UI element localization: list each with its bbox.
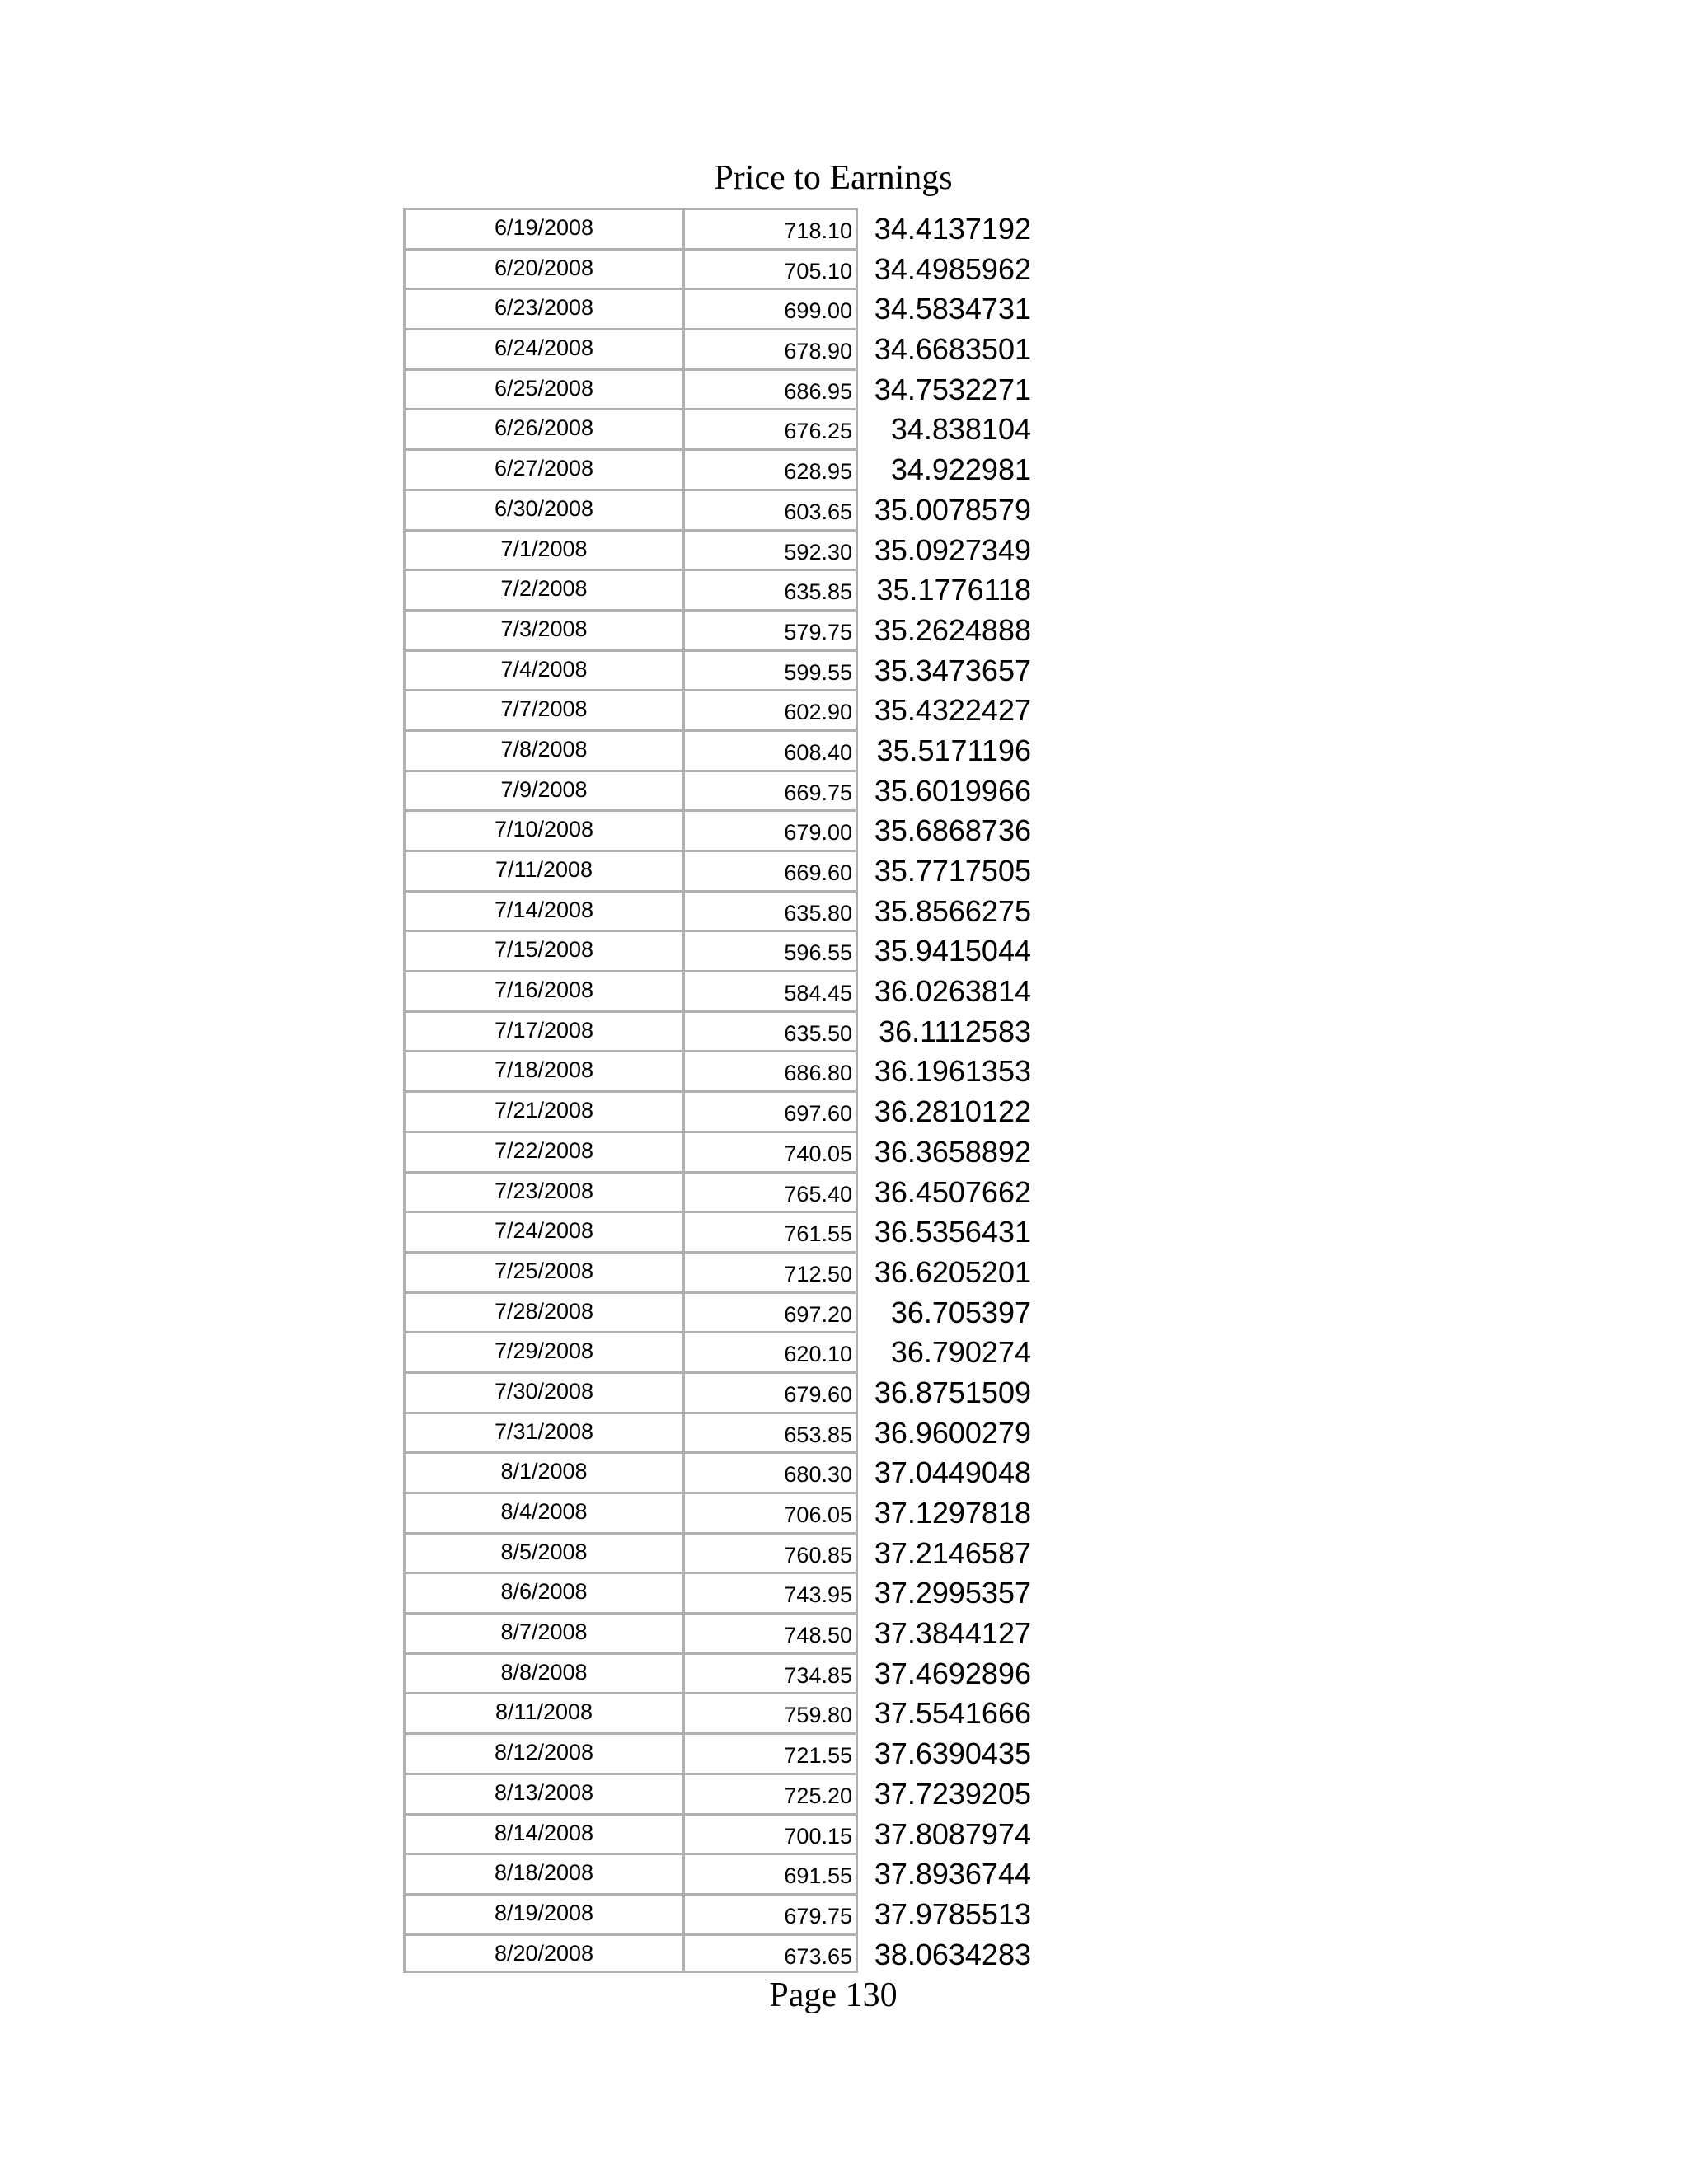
pe-ratio-cell: 37.1297818: [874, 1496, 1031, 1530]
table-row: [403, 1853, 1031, 1893]
table-row: [403, 1371, 1031, 1412]
price-cell: 705.10: [682, 248, 858, 288]
date-cell: 7/28/2008: [403, 1291, 682, 1332]
date-cell: 7/23/2008: [403, 1171, 682, 1212]
price-cell: 699.00: [682, 288, 858, 328]
page-title: Price to Earnings: [714, 159, 953, 197]
table-row: [403, 1893, 1031, 1933]
date-cell: 8/1/2008: [403, 1451, 682, 1492]
pe-ratio-cell: 37.8087974: [874, 1816, 1031, 1851]
pe-ratio-cell: 35.6019966: [874, 773, 1031, 808]
price-cell: 765.40: [682, 1171, 858, 1212]
table-row: [403, 809, 1031, 850]
date-cell: 7/8/2008: [403, 729, 682, 770]
table-row: [403, 1171, 1031, 1212]
pe-ratio-cell: 37.3844127: [874, 1616, 1031, 1651]
table-row: [403, 770, 1031, 810]
date-cell: 8/6/2008: [403, 1572, 682, 1612]
table-row: [403, 529, 1031, 569]
date-cell: 6/27/2008: [403, 448, 682, 489]
pe-ratio-cell: 36.0263814: [874, 974, 1031, 1009]
price-cell: 635.50: [682, 1010, 858, 1051]
price-cell: 700.15: [682, 1813, 858, 1854]
price-cell: 712.50: [682, 1251, 858, 1291]
price-cell: 706.05: [682, 1492, 858, 1532]
pe-ratio-cell: 37.5541666: [874, 1696, 1031, 1731]
table-row: [403, 288, 1031, 328]
date-cell: 8/14/2008: [403, 1813, 682, 1854]
date-cell: 7/3/2008: [403, 609, 682, 649]
pe-ratio-cell: 37.6390435: [874, 1736, 1031, 1771]
date-cell: 7/29/2008: [403, 1331, 682, 1371]
price-cell: 686.95: [682, 368, 858, 409]
date-cell: 7/21/2008: [403, 1090, 682, 1131]
pe-ratio-cell: 35.9415044: [874, 934, 1031, 968]
price-cell: 734.85: [682, 1652, 858, 1693]
price-cell: 679.75: [682, 1893, 858, 1933]
date-cell: 8/8/2008: [403, 1652, 682, 1693]
date-cell: 8/4/2008: [403, 1492, 682, 1532]
table-row: [403, 1532, 1031, 1572]
table-row: [403, 1773, 1031, 1813]
pe-ratio-cell: 36.705397: [890, 1295, 1031, 1329]
date-cell: 7/2/2008: [403, 569, 682, 609]
table-row: [403, 1612, 1031, 1652]
date-cell: 7/15/2008: [403, 930, 682, 970]
price-cell: 718.10: [682, 208, 858, 248]
price-cell: 679.60: [682, 1371, 858, 1412]
table-row: [403, 729, 1031, 770]
date-cell: 8/18/2008: [403, 1853, 682, 1893]
pe-ratio-cell: 36.790274: [890, 1335, 1031, 1370]
pe-ratio-cell: 34.922981: [890, 452, 1031, 487]
table-row: [403, 1572, 1031, 1612]
pe-ratio-cell: 36.9600279: [874, 1415, 1031, 1450]
pe-ratio-cell: 36.6205201: [874, 1254, 1031, 1289]
date-cell: 6/24/2008: [403, 328, 682, 368]
date-cell: 8/11/2008: [403, 1692, 682, 1732]
table-row: [403, 1010, 1031, 1051]
date-cell: 6/30/2008: [403, 489, 682, 529]
table-row: [403, 689, 1031, 729]
price-cell: 676.25: [682, 408, 858, 448]
price-cell: 628.95: [682, 448, 858, 489]
table-row: [403, 1131, 1031, 1171]
pe-ratio-cell: 35.7717505: [874, 854, 1031, 888]
price-cell: 697.60: [682, 1090, 858, 1131]
date-cell: 8/12/2008: [403, 1732, 682, 1773]
table-row: [403, 1331, 1031, 1371]
table-row: [403, 1933, 1031, 1974]
price-cell: 635.80: [682, 890, 858, 930]
date-cell: 7/24/2008: [403, 1211, 682, 1251]
price-cell: 620.10: [682, 1331, 858, 1371]
pe-ratio-cell: 36.4507662: [874, 1174, 1031, 1209]
pe-ratio-cell: 35.5171196: [876, 733, 1031, 767]
date-cell: 7/31/2008: [403, 1412, 682, 1452]
date-cell: 8/20/2008: [403, 1933, 682, 1974]
price-cell: 760.85: [682, 1532, 858, 1572]
pe-ratio-cell: 34.7532271: [874, 372, 1031, 406]
pe-ratio-cell: 37.2995357: [874, 1576, 1031, 1610]
price-cell: 748.50: [682, 1612, 858, 1652]
table-row: [403, 970, 1031, 1010]
pe-ratio-cell: 34.838104: [890, 412, 1031, 447]
price-cell: 680.30: [682, 1451, 858, 1492]
pe-ratio-cell: 36.5356431: [874, 1215, 1031, 1249]
table-row: [403, 1050, 1031, 1090]
price-cell: 669.60: [682, 850, 858, 890]
table-row: [403, 1732, 1031, 1773]
price-cell: 721.55: [682, 1732, 858, 1773]
table-row: [403, 448, 1031, 489]
date-cell: 7/9/2008: [403, 770, 682, 810]
table-row: [403, 408, 1031, 448]
date-cell: 7/18/2008: [403, 1050, 682, 1090]
table-row: [403, 208, 1031, 248]
pe-ratio-cell: 37.0449048: [874, 1455, 1031, 1490]
price-cell: 596.55: [682, 930, 858, 970]
date-cell: 7/11/2008: [403, 850, 682, 890]
price-cell: 678.90: [682, 328, 858, 368]
date-cell: 8/5/2008: [403, 1532, 682, 1572]
table-row: [403, 1412, 1031, 1452]
pe-ratio-cell: 36.8751509: [874, 1375, 1031, 1409]
price-cell: 579.75: [682, 609, 858, 649]
table-row: [403, 649, 1031, 690]
date-cell: 7/22/2008: [403, 1131, 682, 1171]
price-cell: 759.80: [682, 1692, 858, 1732]
price-cell: 608.40: [682, 729, 858, 770]
date-cell: 6/19/2008: [403, 208, 682, 248]
price-cell: 592.30: [682, 529, 858, 569]
price-cell: 686.80: [682, 1050, 858, 1090]
pe-ratio-cell: 36.1961353: [874, 1054, 1031, 1089]
table-row: [403, 1211, 1031, 1251]
table-row: [403, 1692, 1031, 1732]
pe-ratio-cell: 34.6683501: [874, 332, 1031, 367]
page-number: Page 130: [769, 1976, 898, 2014]
table-row: [403, 1652, 1031, 1693]
price-cell: 673.65: [682, 1933, 858, 1974]
date-cell: 7/16/2008: [403, 970, 682, 1010]
date-cell: 7/25/2008: [403, 1251, 682, 1291]
price-cell: 691.55: [682, 1853, 858, 1893]
price-cell: 740.05: [682, 1131, 858, 1171]
date-cell: 7/4/2008: [403, 649, 682, 690]
price-cell: 679.00: [682, 809, 858, 850]
price-cell: 635.85: [682, 569, 858, 609]
pe-ratio-cell: 35.6868736: [874, 813, 1031, 848]
table-row: [403, 850, 1031, 890]
pe-ratio-cell: 35.2624888: [874, 612, 1031, 647]
pe-ratio-cell: 34.4137192: [874, 212, 1031, 246]
pe-ratio-cell: 36.3658892: [874, 1134, 1031, 1169]
table-row: [403, 1813, 1031, 1854]
pe-ratio-cell: 34.4985962: [874, 251, 1031, 286]
table-row: [403, 1090, 1031, 1131]
pe-ratio-cell: 35.1776118: [876, 573, 1031, 607]
table-row: [403, 609, 1031, 649]
table-row: [403, 248, 1031, 288]
price-cell: 653.85: [682, 1412, 858, 1452]
date-cell: 7/30/2008: [403, 1371, 682, 1412]
pe-ratio-cell: 38.0634283: [874, 1937, 1031, 1971]
table-row: [403, 890, 1031, 930]
price-cell: 669.75: [682, 770, 858, 810]
table-row: [403, 1251, 1031, 1291]
pe-ratio-cell: 37.8936744: [874, 1857, 1031, 1891]
pe-ratio-cell: 36.2810122: [874, 1094, 1031, 1129]
date-cell: 8/13/2008: [403, 1773, 682, 1813]
date-cell: 8/7/2008: [403, 1612, 682, 1652]
table-row: [403, 328, 1031, 368]
price-cell: 602.90: [682, 689, 858, 729]
price-cell: 725.20: [682, 1773, 858, 1813]
table-row: [403, 368, 1031, 409]
date-cell: 6/25/2008: [403, 368, 682, 409]
table-row: [403, 1291, 1031, 1332]
price-cell: 743.95: [682, 1572, 858, 1612]
date-cell: 7/17/2008: [403, 1010, 682, 1051]
pe-ratio-cell: 35.0078579: [874, 492, 1031, 527]
price-cell: 584.45: [682, 970, 858, 1010]
date-cell: 6/26/2008: [403, 408, 682, 448]
table-row: [403, 930, 1031, 970]
pe-ratio-cell: 35.0927349: [874, 532, 1031, 567]
date-cell: 6/20/2008: [403, 248, 682, 288]
date-cell: 6/23/2008: [403, 288, 682, 328]
date-cell: 8/19/2008: [403, 1893, 682, 1933]
date-cell: 7/7/2008: [403, 689, 682, 729]
pe-ratio-cell: 35.3473657: [874, 653, 1031, 687]
pe-ratio-cell: 37.7239205: [874, 1776, 1031, 1811]
price-cell: 697.20: [682, 1291, 858, 1332]
price-cell: 603.65: [682, 489, 858, 529]
table-row: [403, 1451, 1031, 1492]
date-cell: 7/10/2008: [403, 809, 682, 850]
table-row: [403, 1492, 1031, 1532]
date-cell: 7/14/2008: [403, 890, 682, 930]
pe-ratio-cell: 37.4692896: [874, 1656, 1031, 1690]
pe-ratio-cell: 34.5834731: [874, 292, 1031, 326]
pe-ratio-cell: 37.2146587: [874, 1535, 1031, 1570]
data-table: [403, 208, 1031, 1973]
pe-ratio-cell: 37.9785513: [874, 1896, 1031, 1931]
pe-ratio-cell: 35.8566275: [874, 893, 1031, 928]
price-cell: 761.55: [682, 1211, 858, 1251]
price-cell: 599.55: [682, 649, 858, 690]
date-cell: 7/1/2008: [403, 529, 682, 569]
table-row: [403, 489, 1031, 529]
pe-ratio-cell: 35.4322427: [874, 693, 1031, 728]
table-row: [403, 569, 1031, 609]
pe-ratio-cell: 36.1112583: [879, 1014, 1031, 1048]
